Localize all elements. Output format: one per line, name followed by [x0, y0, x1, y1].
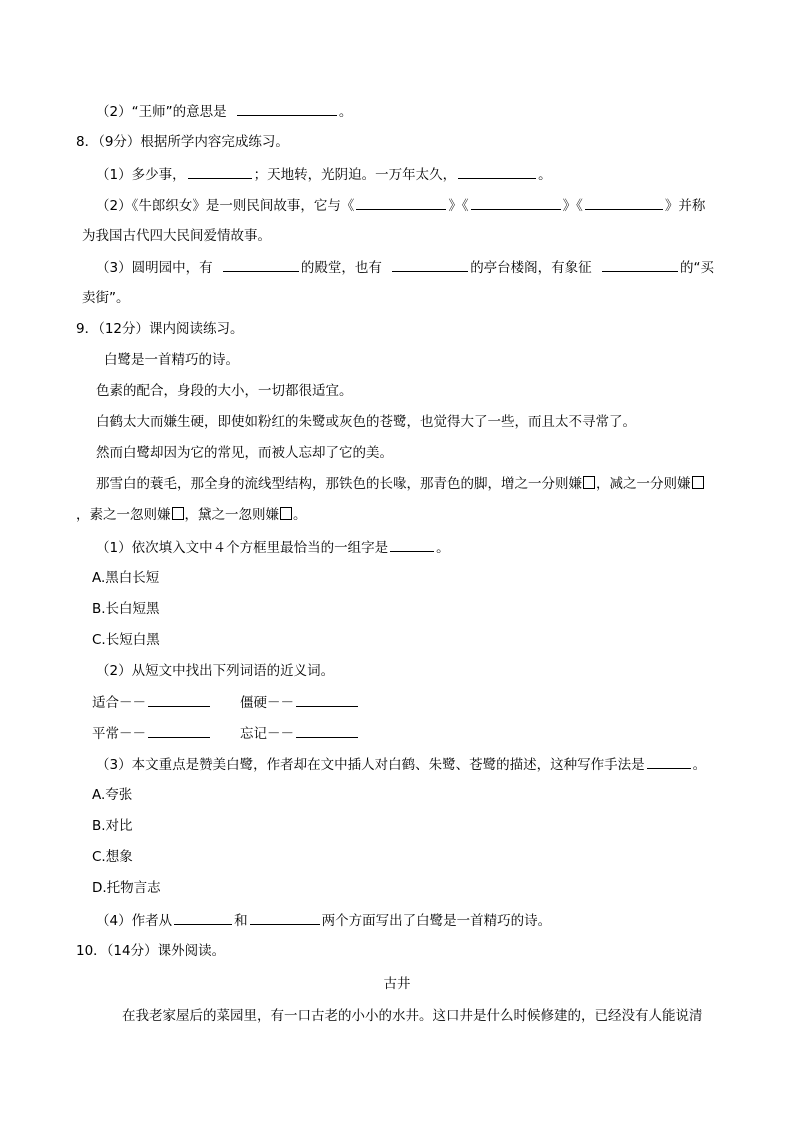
q8-sub2-line2: 为我国古代四大民间爱情故事。 — [82, 228, 271, 244]
q9-passage-p2: 色素的配合，身段的大小，一切都很适宜。 — [96, 383, 353, 399]
q10-passage-title: 古井 — [383, 976, 411, 992]
q9-s3-option-c[interactable]: C.想象 — [92, 849, 133, 865]
q9-s3: （3）本文重点是赞美白鹭，作者却在文中插人对白鹤、朱鹭、苍鹭的描述，这种写作手法是 。 — [96, 754, 706, 775]
q9-s1-option-a[interactable]: A.黑白长短 — [92, 570, 160, 586]
blank-box[interactable] — [692, 476, 704, 489]
q9-passage-p1: 白鹭是一首精巧的诗。 — [104, 352, 239, 368]
blank-box[interactable] — [172, 507, 184, 520]
blank-box[interactable] — [583, 476, 595, 489]
q9-s2-word1: 适合－－ — [92, 692, 212, 713]
q8-header: 8．（9分）根据所学内容完成练习。 — [76, 134, 289, 150]
q10-header: 10．（14分）课外阅读。 — [76, 943, 226, 959]
q9-passage-p5-line2: ，素之一忽则嫌 ，黛之一忽则嫌 。 — [76, 507, 307, 523]
answer-blank[interactable] — [296, 692, 358, 707]
answer-blank[interactable] — [356, 195, 446, 210]
answer-blank[interactable] — [602, 257, 678, 272]
q9-s1-option-b[interactable]: B.长白短黑 — [92, 601, 160, 617]
q8-sub3: （3）圆明园中，有 的殿堂，也有 的亭台楼阁，有象征 的“买 — [96, 257, 714, 278]
answer-blank[interactable] — [188, 164, 252, 179]
answer-blank[interactable] — [585, 195, 663, 210]
q9-s3-option-d[interactable]: D.托物言志 — [92, 880, 161, 896]
q9-passage-p3: 白鹤太大而嫌生硬，即使如粉红的朱鹭或灰色的苍鹭，也觉得大了一些，而且太不寻常了。 — [96, 414, 636, 430]
blank-box[interactable] — [280, 507, 292, 520]
q9-s3-option-b[interactable]: B.对比 — [92, 818, 133, 834]
q9-s2-word2: 僵硬－－ — [240, 692, 360, 713]
answer-blank[interactable] — [148, 723, 210, 738]
answer-blank[interactable] — [458, 164, 536, 179]
answer-blank[interactable] — [390, 537, 434, 552]
q9-passage-p5: 那雪白的蓑毛，那全身的流线型结构，那铁色的长喙，那青色的脚，增之一分则嫌 ，减之一分则嫌 — [96, 474, 705, 494]
q10-passage-p1: 在我老家屋后的菜园里，有一口古老的小小的水井。这口井是什么时候修建的，已经没有人能说清 — [122, 1008, 703, 1024]
q9-header: 9．（12分）课内阅读练习。 — [76, 321, 244, 337]
q8-sub3-line2: 卖街”。 — [82, 290, 130, 306]
q9-s2: （2）从短文中找出下列词语的近义词。 — [96, 663, 335, 679]
q7-sub2-text: （2）“王师”的意思是 — [96, 104, 227, 120]
q9-s1: （1）依次填入文中４个方框里最恰当的一组字是 。 — [96, 537, 450, 558]
answer-blank[interactable] — [237, 101, 337, 116]
answer-blank[interactable] — [174, 910, 232, 925]
q9-passage-p4: 然而白鹭却因为它的常见，而被人忘却了它的美。 — [96, 445, 393, 461]
answer-blank[interactable] — [647, 754, 691, 769]
answer-blank[interactable] — [392, 257, 468, 272]
q8-sub1: （1）多少事， ；天地转，光阴迫。一万年太久， 。 — [96, 164, 552, 185]
q9-s2-word3: 平常－－ — [92, 723, 212, 744]
answer-blank[interactable] — [296, 723, 358, 738]
answer-blank[interactable] — [148, 692, 210, 707]
q9-s2-word4: 忘记－－ — [240, 723, 360, 744]
answer-blank[interactable] — [223, 257, 299, 272]
q7-sub2: （2）“王师”的意思是 。 — [96, 101, 352, 122]
q8-sub2: （2）《牛郎织女》是一则民间故事，它与《 》《 》《 》并称 — [96, 195, 705, 216]
q9-s4: （4）作者从 和 两个方面写出了白鹭是一首精巧的诗。 — [96, 910, 551, 931]
q9-s1-option-c[interactable]: C.长短白黑 — [92, 632, 160, 648]
answer-blank[interactable] — [250, 910, 320, 925]
q9-s3-option-a[interactable]: A.夸张 — [92, 787, 133, 803]
answer-blank[interactable] — [471, 195, 561, 210]
